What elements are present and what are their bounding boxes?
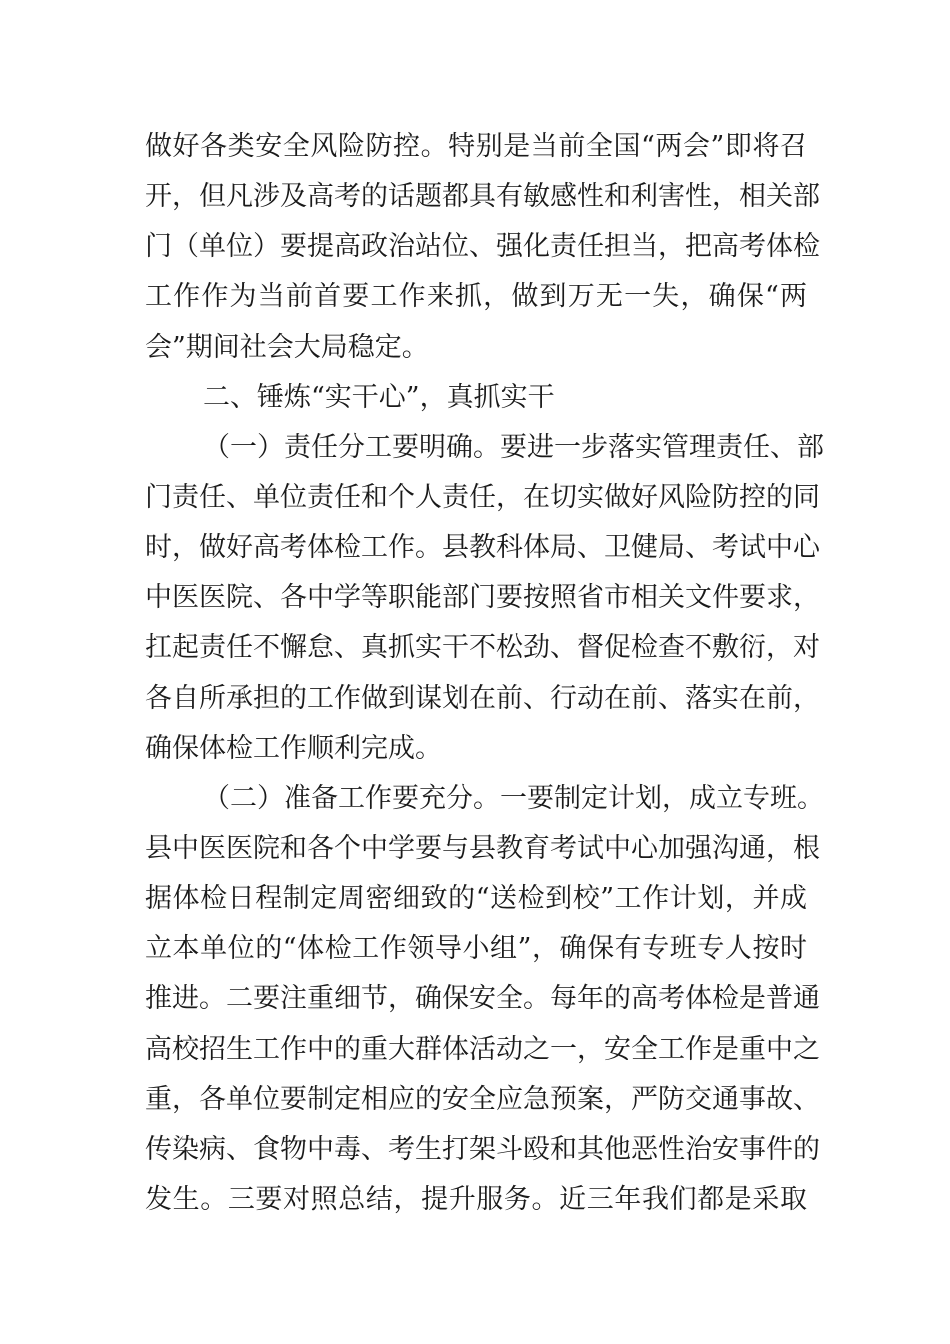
text-line: 工作作为当前首要工作来抓，做到万无一失，确保“两	[145, 281, 807, 313]
text-line: 中医医院、各中学等职能部门要按照省市相关文件要求，	[145, 582, 820, 614]
text-line: 县中医医院和各个中学要与县教育考试中心加强沟通，根	[145, 832, 820, 864]
text-line: 传染病、食物中毒、考生打架斗殴和其他恶性治安事件的	[145, 1133, 820, 1165]
text-line: 各自所承担的工作做到谋划在前、行动在前、落实在前，	[145, 682, 820, 714]
text-line: 门责任、单位责任和个人责任，在切实做好风险防控的同	[145, 481, 820, 513]
text-line: 重，各单位要制定相应的安全应急预案，严防交通事故、	[145, 1083, 820, 1115]
paragraph-heading: （一）责任分工要明确。要进一步落实管理责任、部	[203, 431, 824, 463]
text-line: 立本单位的“体检工作领导小组”，确保有专班专人按时	[145, 933, 807, 965]
text-line: 发生。三要对照总结，提升服务。近三年我们都是采取	[145, 1183, 807, 1215]
text-line: 推进。二要注重细节，确保安全。每年的高考体检是普通	[145, 983, 820, 1015]
text-line: 据体检日程制定周密细致的“送检到校”工作计划，并成	[145, 883, 807, 915]
text-line: 确保体检工作顺利完成。	[145, 732, 442, 764]
paragraph-heading: （二）准备工作要充分。一要制定计划，成立专班。	[203, 782, 824, 814]
body-text	[145, 122, 824, 1225]
section-heading: 二、锤炼“实干心”，真抓实干	[203, 381, 555, 413]
text-line: 时，做好高考体检工作。县教科体局、卫健局、考试中心	[145, 532, 820, 564]
text-line: 扛起责任不懈怠、真抓实干不松劲、督促检查不敷衍，对	[145, 632, 820, 664]
text-line: 做好各类安全风险防控。特别是当前全国“两会”即将召	[145, 131, 807, 162]
text-line: 会”期间社会大局稳定。	[145, 331, 429, 363]
text-line: 门（单位）要提高政治站位、强化责任担当，把高考体检	[145, 231, 820, 263]
text-line: 高校招生工作中的重大群体活动之一，安全工作是重中之	[145, 1033, 820, 1065]
text-line: 开，但凡涉及高考的话题都具有敏感性和利害性，相关部	[145, 181, 820, 213]
